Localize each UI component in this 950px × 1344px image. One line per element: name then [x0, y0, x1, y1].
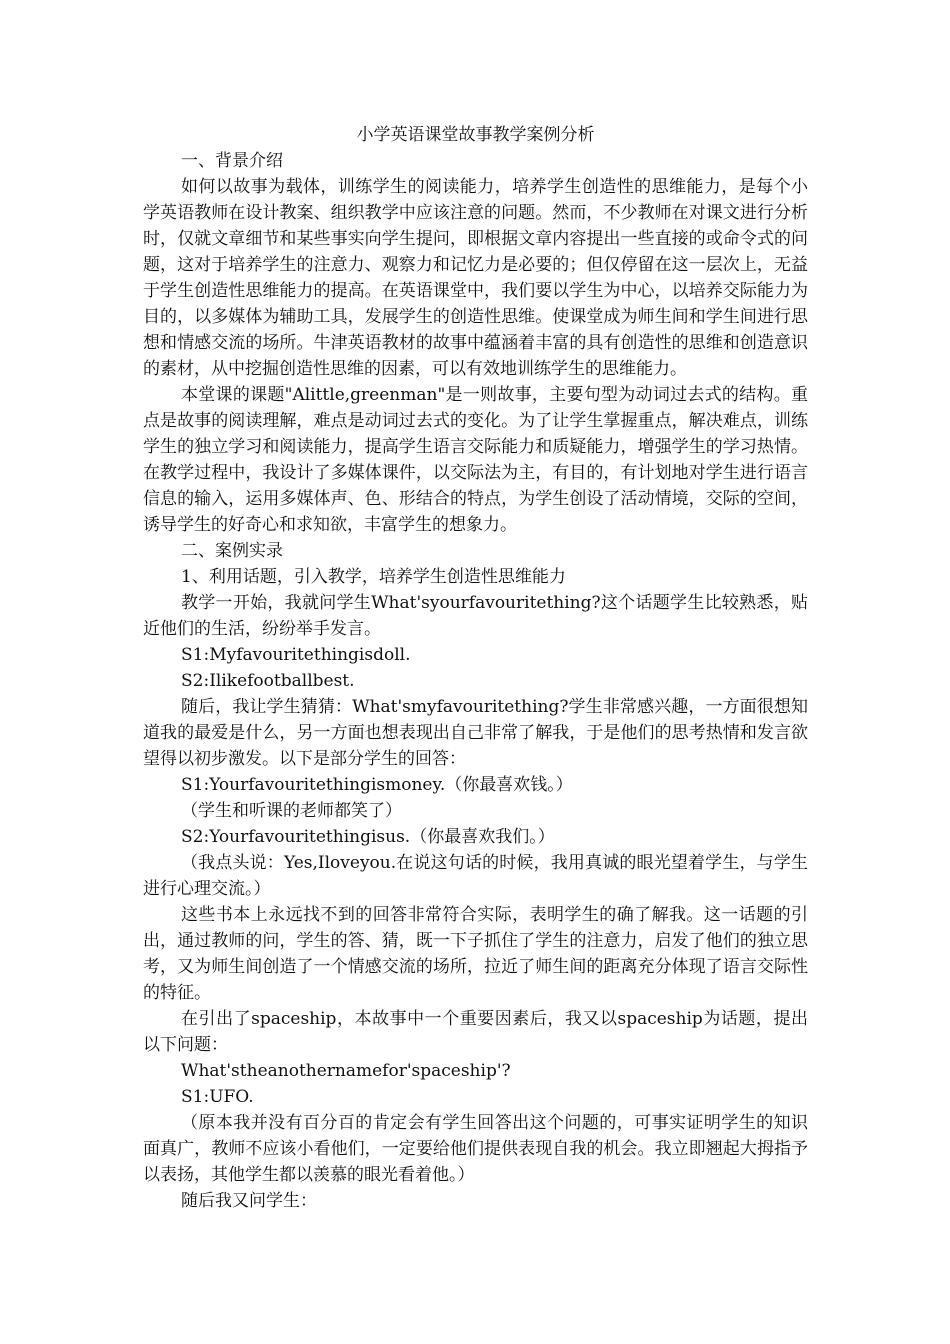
- stage-note: （原本我并没有百分百的肯定会有学生回答出这个问题的，可事实证明学生的知识面真广，教师不应该小看他们，一定要给他们提供表现自我的机会。我立即翘起大拇指予以表扬，其他学生都以羡慕的眼光看着他。）: [143, 1113, 808, 1185]
- dialogue-line: S1:Myfavouritethingisdoll.: [181, 645, 411, 665]
- dialogue-line: S1:Yourfavouritethingismoney.（你最喜欢钱。）: [181, 775, 573, 795]
- stage-note: （学生和听课的老师都笑了）: [181, 801, 402, 821]
- body-paragraph: 随后我又问学生：: [181, 1191, 317, 1211]
- dialogue-line: S2:Yourfavouritethingisus.（你最喜欢我们。）: [181, 827, 555, 847]
- dialogue-line: S2:Ilikefootballbest.: [181, 671, 355, 691]
- document-page: [143, 122, 808, 1214]
- dialogue-line: S1:UFO.: [181, 1087, 254, 1107]
- body-paragraph: 在引出了spaceship，本故事中一个重要因素后，我又以spaceship为话题，提出以下问题：: [143, 1009, 808, 1055]
- body-paragraph: 如何以故事为载体，训练学生的阅读能力，培养学生创造性的思维能力，是每个小学英语教师在设计教案、组织教学中应该注意的问题。然而，不少教师在对课文进行分析时，仅就文章细节和某些事实向学生提问，即根据文章内容提出一些直接的或命令式的问题，这对于培养学生的注意力、观察力和记忆力是必要的；但仅停留在这一层次上，无益于学生创造性思维能力的提高。在英语课堂中，我们要以学生为中心，以培养交际能力为目的，以多媒体为辅助工具，发展学生的创造性思维。使课堂成为师生间和学生间进行思想和情感交流的场所。牛津英语教材的故事中蕴涵着丰富的具有创造性的思维和创造意识的素材，从中挖掘创造性思维的因素，可以有效地训练学生的思维能力。: [143, 177, 808, 379]
- body-paragraph: 本堂课的课题"Alittle,greenman"是一则故事，主要句型为动词过去式的结构。重点是故事的阅读理解，难点是动词过去式的变化。为了让学生掌握重点，解决难点，训练学生的独立学习和阅读能力，提高学生语言交际能力和质疑能力，增强学生的学习热情。在教学过程中，我设计了多媒体课件，以交际法为主，有目的，有计划地对学生进行语言信息的输入，运用多媒体声、色、形结合的特点，为学生创设了活动情境，交际的空间，诱导学生的好奇心和求知欲，丰富学生的想象力。: [143, 385, 808, 535]
- section-heading: 二、案例实录: [181, 541, 283, 561]
- dialogue-line: What'stheanothernamefor'spaceship'?: [181, 1061, 511, 1081]
- body-paragraph: 随后，我让学生猜猜：What'smyfavouritething?学生非常感兴趣，一方面很想知道我的最爱是什么，另一方面也想表现出自己非常了解我，于是他们的思考热情和发言欲望得以初步激发。以下是部分学生的回答：: [143, 697, 808, 769]
- body-paragraph: 这些书本上永远找不到的回答非常符合实际，表明学生的确了解我。这一话题的引出，通过教师的问，学生的答、猜，既一下子抓住了学生的注意力，启发了他们的独立思考，又为师生间创造了一个情感交流的场所，拉近了师生间的距离充分体现了语言交际性的特征。: [143, 905, 808, 1003]
- body-paragraph: 教学一开始，我就问学生What'syourfavouritething?这个话题学生比较熟悉，贴近他们的生活，纷纷举手发言。: [143, 593, 808, 639]
- document-title: 小学英语课堂故事教学案例分析: [356, 125, 595, 145]
- subsection-heading: 1、利用话题，引入教学，培养学生创造性思维能力: [181, 567, 566, 587]
- section-heading: 一、背景介绍: [181, 151, 283, 171]
- stage-note: （我点头说：Yes,Iloveyou.在说这句话的时候，我用真诚的眼光望着学生，与学生进行心理交流。）: [143, 853, 808, 899]
